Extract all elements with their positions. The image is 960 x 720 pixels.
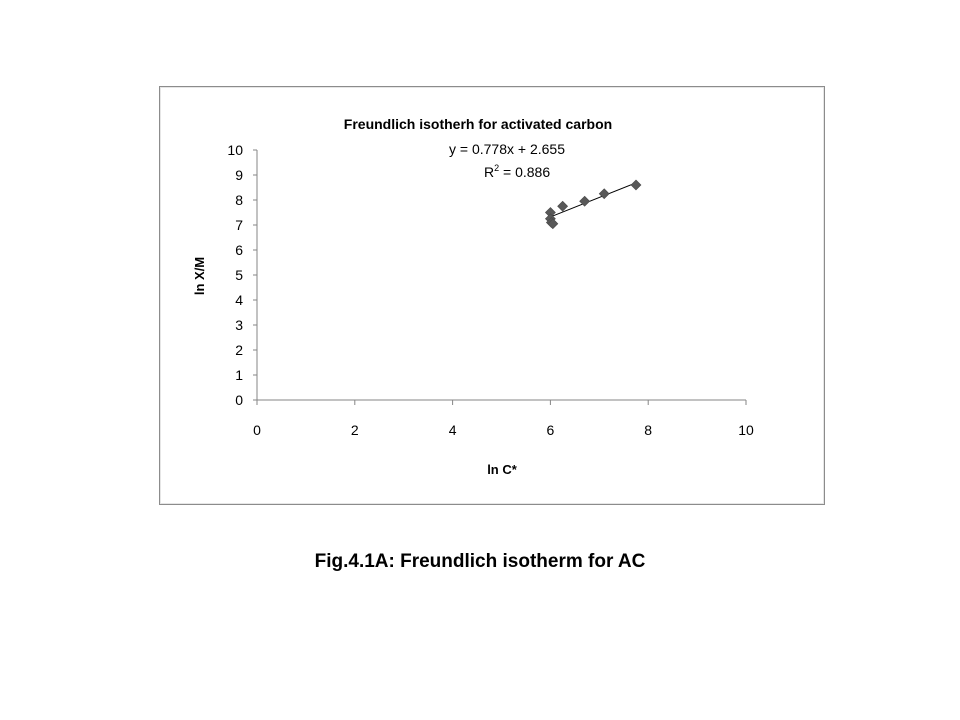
x-tick-label: 8 (644, 422, 653, 438)
y-tick-label: 8 (235, 192, 243, 208)
y-tick-label: 2 (235, 342, 243, 358)
x-tick-label: 10 (738, 422, 754, 438)
x-tick-label: 2 (350, 422, 359, 438)
figure-caption: Fig.4.1A: Freundlich isotherm for AC (314, 551, 646, 572)
chart-title: Freundlich isotherh for activated carbon (343, 116, 613, 132)
data-point (558, 201, 568, 211)
data-points (545, 180, 641, 229)
y-tick-label: 7 (235, 217, 243, 233)
data-point (631, 180, 641, 190)
x-axis (253, 400, 754, 438)
y-axis (227, 142, 257, 408)
y-tick-label: 9 (235, 167, 243, 183)
x-tick-label: 6 (546, 422, 555, 438)
r-squared-prefix: R (484, 164, 495, 180)
scatter-chart (160, 87, 824, 504)
trendline (550, 183, 636, 217)
chart-frame (159, 86, 825, 505)
y-tick-label: 1 (235, 367, 243, 383)
r-squared-label (484, 163, 550, 180)
x-axis-label: ln C* (487, 462, 517, 477)
r-squared-sup: 2 (494, 163, 500, 173)
y-tick-label: 5 (235, 267, 243, 283)
y-tick-label: 3 (235, 317, 243, 333)
y-tick-label: 6 (235, 242, 243, 258)
y-tick-label: 10 (227, 142, 243, 158)
x-tick-label: 4 (448, 422, 457, 438)
y-tick-label: 4 (235, 292, 243, 308)
y-axis-label: ln X/M (192, 256, 207, 296)
trendline-equation: y = 0.778x + 2.655 (449, 141, 565, 157)
x-tick-label: 0 (253, 422, 261, 438)
r-squared-value: = 0.886 (499, 164, 551, 180)
y-tick-label: 0 (235, 392, 243, 408)
